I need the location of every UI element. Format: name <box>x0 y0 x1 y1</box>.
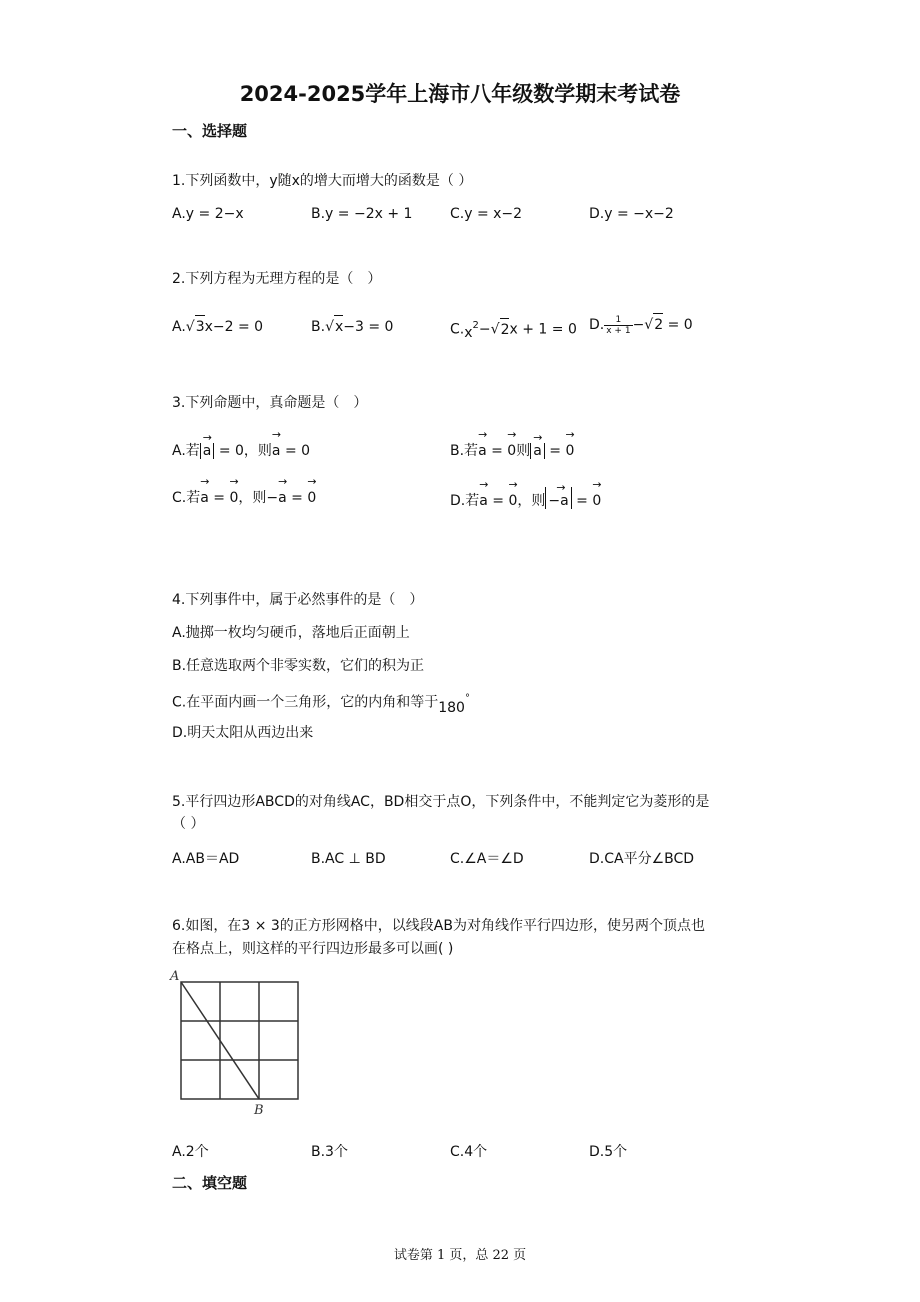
question-5-option-c: C.∠A＝∠D <box>450 851 524 867</box>
point-label-b: B <box>254 1103 264 1118</box>
page-title: 2024-2025学年上海市八年级数学期末考试卷 <box>239 82 681 106</box>
question-6-stem-line-2: 在格点上，则这样的平行四边形最多可以画( ) <box>172 941 454 957</box>
question-4-option-a: A.抛掷一枚均匀硬币，落地后正面朝上 <box>172 625 410 641</box>
question-6-option-a: A.2个 <box>172 1144 209 1160</box>
question-2-option-a: A.√3x−2 = 0 <box>172 315 263 338</box>
question-3-stem: 3.下列命题中，真命题是（ ） <box>172 395 368 411</box>
question-2-option-c: $C.x^2-√2x + 1 = 0$ <box>450 315 577 341</box>
question-1-option-b: B.y = −2x + 1 <box>311 206 413 222</box>
question-4-option-b: B.任意选取两个非零实数，它们的积为正 <box>172 658 425 674</box>
question-4-option-d: D.明天太阳从西边出来 <box>172 725 314 741</box>
question-1-option-c: C.y = x−2 <box>450 206 523 222</box>
question-5-option-b: B.AC ⊥ BD <box>311 851 386 867</box>
question-1-option-d: D.y = −x−2 <box>589 206 674 222</box>
question-6-option-c: C.4个 <box>450 1144 488 1160</box>
question-6-option-b: B.3个 <box>311 1144 348 1160</box>
question-1-option-a: A.y = 2−x <box>172 206 244 222</box>
question-6-option-d: D.5个 <box>589 1144 628 1160</box>
question-4-option-c: C.在平面内画一个三角形，它的内角和等于180° <box>172 693 470 716</box>
question-6-stem-line-1: 6.如图，在3 × 3的正方形网格中，以线段AB为对角线作平行四边形，使另两个顶点也 <box>172 918 705 934</box>
question-5-option-a: A.AB＝AD <box>172 851 240 867</box>
question-5-option-d: D.CA平分∠BCD <box>589 851 695 867</box>
question-3-option-d: D.若 → a = → 0，则 → −a = → 0 <box>450 478 602 509</box>
question-2-option-d: D. $\frac{1}{x + 1}$ −√2 = 0 <box>589 314 693 336</box>
question-3-option-b: B.若 → a = → 0则 → a = → 0 <box>450 428 575 459</box>
section-heading-fill: 二、填空题 <box>172 1174 248 1192</box>
question-5-stem-line-2: （ ） <box>172 816 205 832</box>
question-2-option-b: B.√x−3 = 0 <box>311 315 393 338</box>
fraction: $\frac{1}{x + 1}$ <box>606 314 631 336</box>
question-2-stem: 2.下列方程为无理方程的是（ ） <box>172 271 382 287</box>
question-1-stem: 1.下列函数中，y随x的增大而增大的函数是（ ） <box>172 173 473 189</box>
question-4-stem: 4.下列事件中，属于必然事件的是（ ） <box>172 592 424 608</box>
grid-border <box>181 982 298 1099</box>
question-5-stem-line-1: 5.平行四边形ABCD的对角线AC，BD相交于点O，下列条件中，不能判定它为菱形的是 <box>172 794 710 810</box>
question-3-option-c: C.若 → a = → 0，则− → a = → 0 <box>172 475 317 506</box>
section-heading-choice: 一、选择题 <box>172 122 248 140</box>
grid-figure <box>168 966 308 1118</box>
page-footer: 试卷第 1 页，总 22 页 <box>393 1248 527 1263</box>
point-label-a: A <box>170 969 180 984</box>
question-3-option-a: A.若 → a = 0，则 → a = 0 <box>172 428 311 459</box>
